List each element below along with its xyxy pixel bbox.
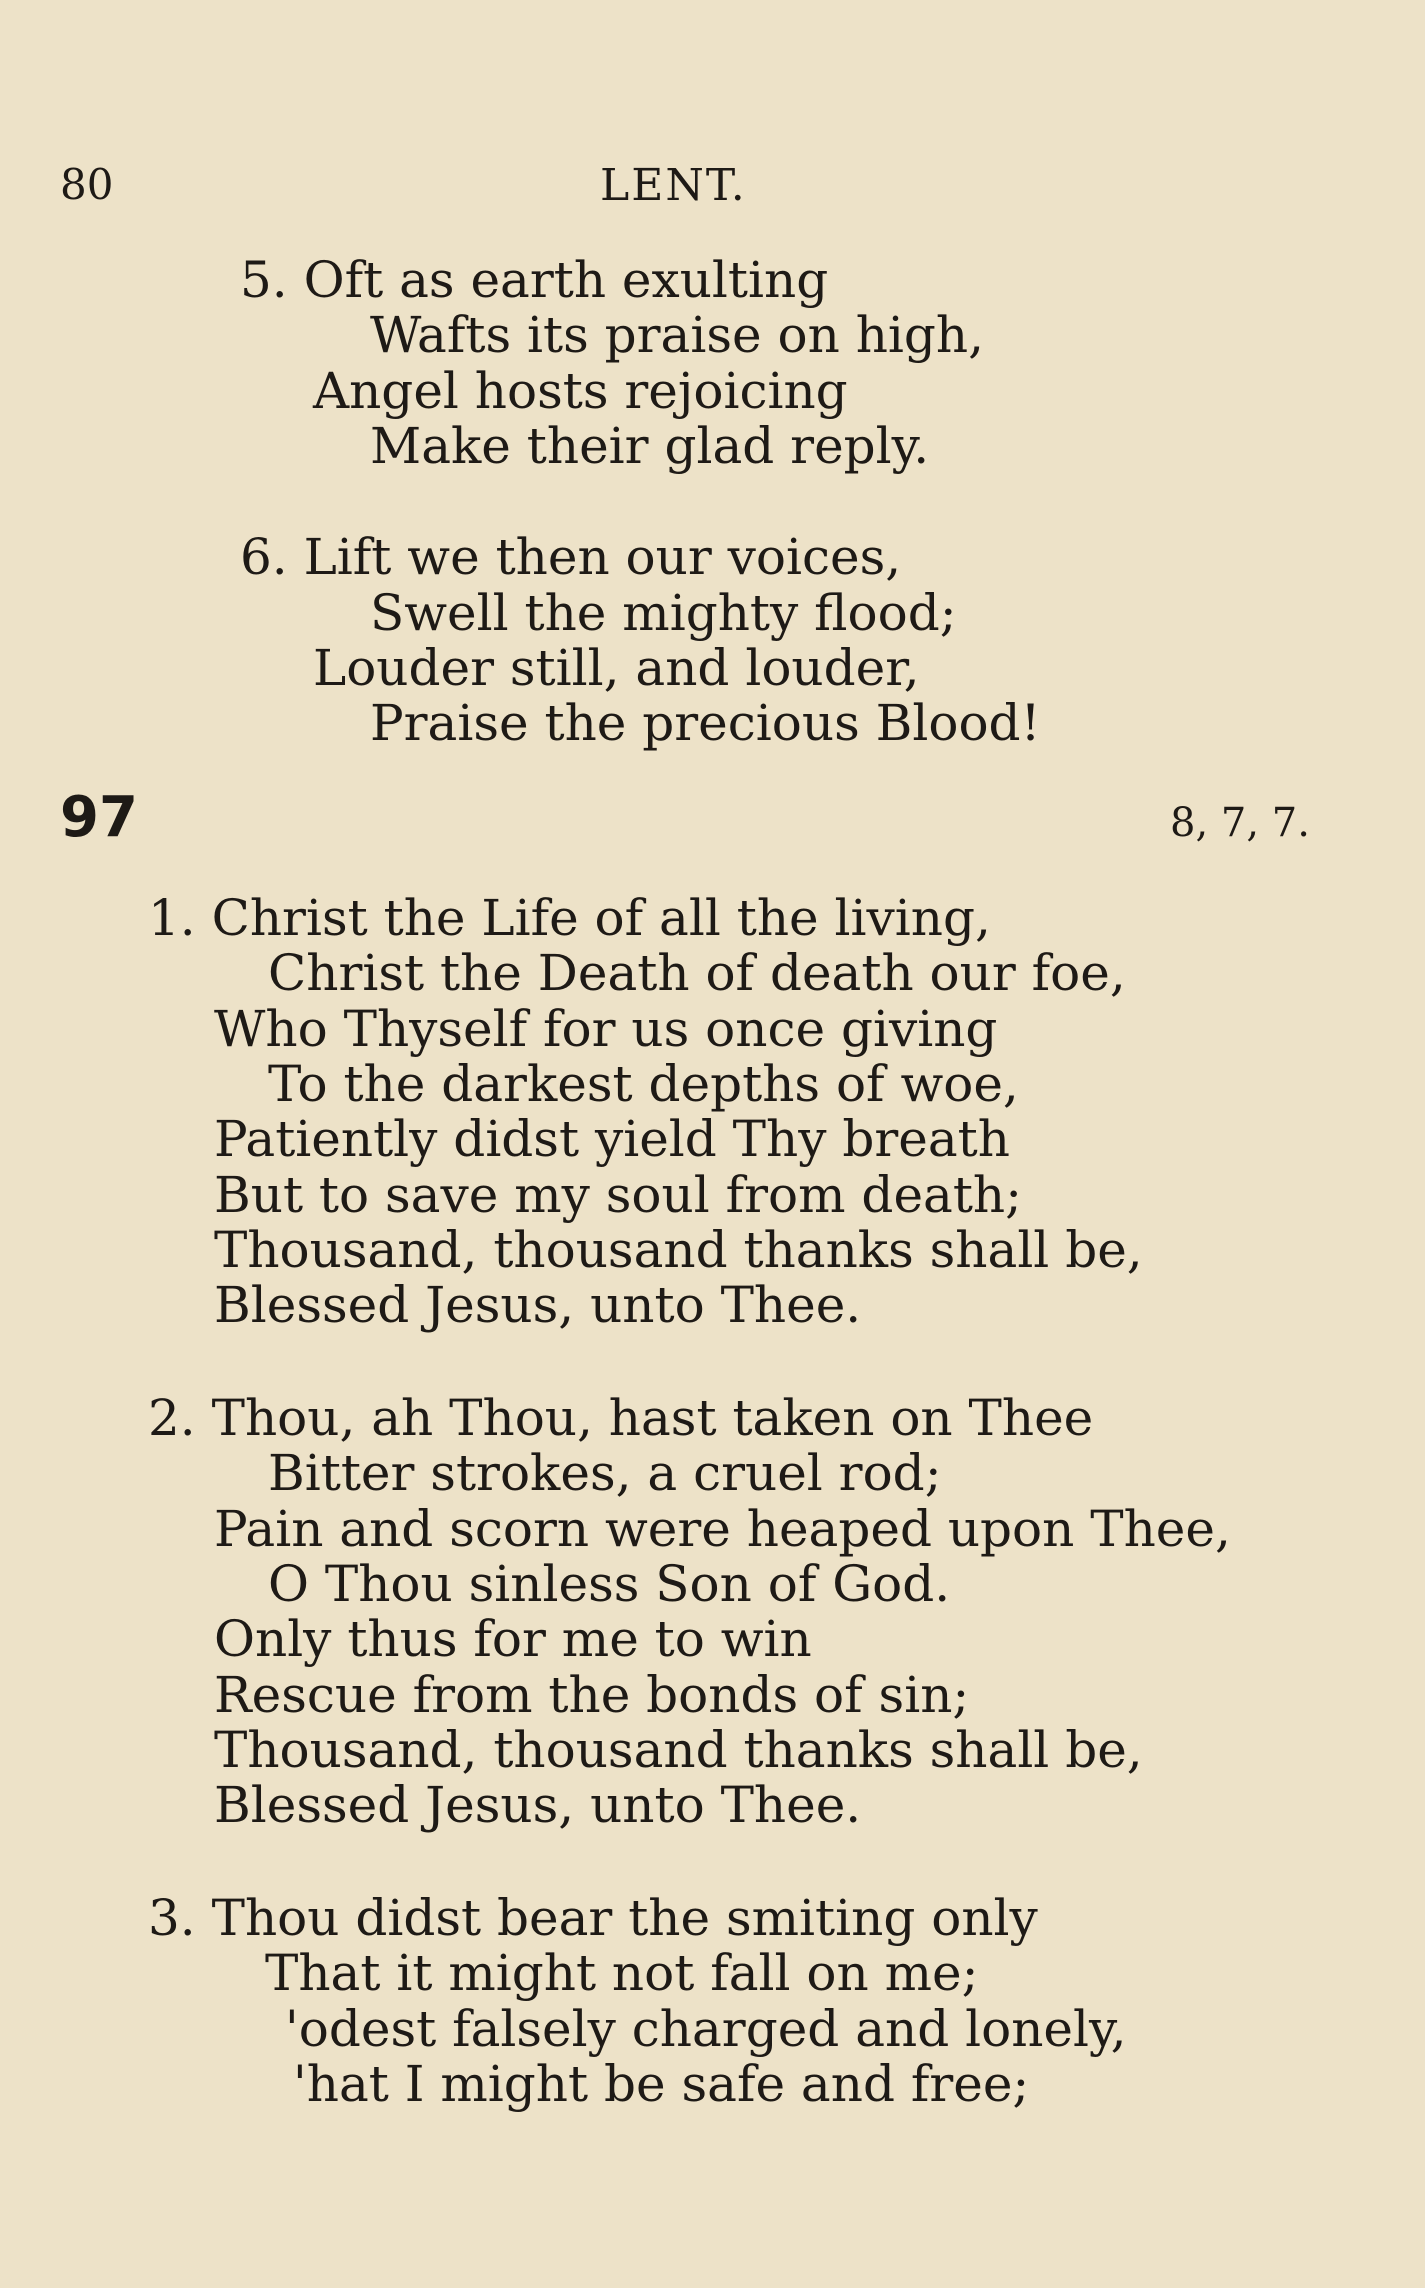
- hymn-number: 97: [60, 785, 138, 850]
- verse-line: Only thus for me to win: [214, 1610, 812, 1668]
- verse-line: 5. Oft as earth exulting: [240, 251, 829, 309]
- verse-line: Wafts its praise on high,: [370, 306, 984, 364]
- verse-line: 6. Lift we then our voices,: [240, 528, 902, 586]
- verse-line: O Thou sinless Son of God.: [268, 1555, 951, 1613]
- verse-line: Pain and scorn were heaped upon Thee,: [214, 1500, 1231, 1558]
- verse-line: That it might not fall on me;: [265, 1944, 979, 2002]
- running-head: LENT.: [600, 160, 747, 211]
- hymn-meter: 8, 7, 7.: [1170, 800, 1310, 846]
- verse-line: Thousand, thousand thanks shall be,: [214, 1721, 1143, 1779]
- verse-line: Angel hosts rejoicing: [313, 362, 848, 420]
- verse-line: 2. Thou, ah Thou, hast taken on Thee: [148, 1389, 1094, 1447]
- verse-line: Louder still, and louder,: [313, 639, 920, 697]
- verse-line: To the darkest depths of woe,: [268, 1055, 1019, 1113]
- verse-line: 'odest falsely charged and lonely,: [285, 2000, 1127, 2058]
- verse-line: Bitter strokes, a cruel rod;: [268, 1444, 942, 1502]
- verse-line: Rescue from the bonds of sin;: [214, 1666, 970, 1724]
- verse-line: Swell the mighty flood;: [370, 584, 957, 642]
- verse-line: Make their glad reply.: [370, 417, 930, 475]
- verse-line: Blessed Jesus, unto Thee.: [214, 1776, 862, 1834]
- verse-line: 3. Thou didst bear the smiting only: [148, 1889, 1038, 1947]
- page-number: 80: [60, 160, 114, 209]
- verse-line: Thousand, thousand thanks shall be,: [214, 1221, 1143, 1279]
- verse-line: 1. Christ the Life of all the living,: [148, 889, 991, 947]
- verse-line: Who Thyself for us once giving: [214, 1000, 998, 1058]
- verse-line: Christ the Death of death our foe,: [268, 944, 1126, 1002]
- verse-line: Blessed Jesus, unto Thee.: [214, 1276, 862, 1334]
- verse-line: Praise the precious Blood!: [370, 694, 1041, 752]
- verse-line: 'hat I might be safe and free;: [293, 2055, 1030, 2113]
- verse-line: But to save my soul from death;: [214, 1166, 1022, 1224]
- verse-line: Patiently didst yield Thy breath: [214, 1110, 1010, 1168]
